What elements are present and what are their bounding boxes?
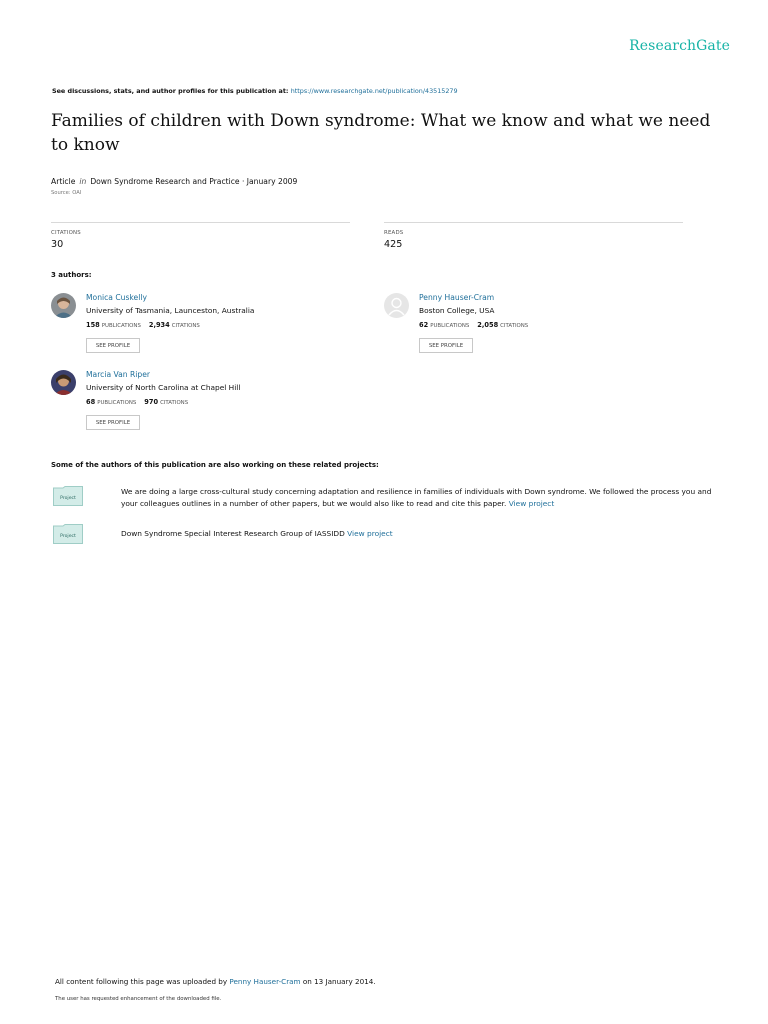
author-citations-label: CITATIONS [160, 400, 189, 406]
citations-label: CITATIONS [51, 230, 81, 236]
author-publications-label: PUBLICATIONS [430, 323, 470, 329]
author-institution: University of North Carolina at Chapel Hill [86, 383, 241, 392]
authors-heading: 3 authors: [51, 271, 92, 279]
article-title: Families of children with Down syndrome: What we know and what we need to know [51, 111, 711, 155]
project-icon-label: Project [60, 534, 76, 539]
project-icon-label: Project [60, 496, 76, 501]
reads-label: READS [384, 230, 404, 236]
author-photo-icon [51, 293, 76, 318]
folder-icon [53, 486, 83, 506]
upload-note [55, 977, 376, 986]
reads-divider [384, 222, 683, 223]
author-avatar[interactable] [51, 293, 76, 318]
author-card [384, 293, 704, 363]
author-publications-label: PUBLICATIONS [101, 323, 141, 329]
author-card [51, 370, 371, 440]
author-avatar[interactable] [384, 293, 409, 318]
author-institution: Boston College, USA [419, 306, 495, 315]
user-placeholder-icon [384, 293, 409, 318]
enhancement-note: The user has requested enhancement of the downloaded file. [55, 996, 222, 1002]
author-citations-count: 2,058 [477, 321, 499, 329]
project-description [121, 528, 721, 540]
journal-date: Down Syndrome Research and Practice · January 2009 [90, 177, 298, 186]
citations-count: 30 [51, 239, 64, 250]
author-publications-count: 158 [86, 321, 100, 329]
publication-link[interactable]: https://www.researchgate.net/publication/43515279 [290, 87, 458, 95]
article-in: in [79, 177, 87, 186]
uploader-link[interactable]: Penny Hauser-Cram [229, 977, 301, 986]
see-profile-button[interactable]: SEE PROFILE [419, 338, 473, 353]
see-profile-button[interactable]: SEE PROFILE [86, 415, 140, 430]
author-stats [86, 321, 208, 329]
project-icon[interactable] [53, 486, 83, 506]
author-name[interactable]: Marcia Van Riper [86, 370, 150, 379]
view-project-link[interactable]: View project [347, 529, 393, 538]
author-citations-count: 970 [144, 398, 159, 406]
author-stats [86, 398, 196, 406]
author-avatar[interactable] [51, 370, 76, 395]
author-citations-label: CITATIONS [171, 323, 200, 329]
author-card [51, 293, 371, 363]
project-text: Down Syndrome Special Interest Research Group of IASSIDD [121, 529, 345, 538]
author-publications-label: PUBLICATIONS [97, 400, 137, 406]
author-citations-label: CITATIONS [500, 323, 529, 329]
project-icon[interactable] [53, 524, 83, 544]
author-photo-icon [51, 370, 76, 395]
reads-count: 425 [384, 239, 403, 250]
article-type: Article [51, 177, 76, 186]
project-text: We are doing a large cross-cultural study concerning adaptation and resilience in families of individuals with Down syndrome. We followed the process you and your colleagues outlines in a number of other papers, but we would also like to read and cite this paper. [121, 487, 712, 508]
citations-divider [51, 222, 350, 223]
folder-icon [53, 524, 83, 544]
researchgate-logo[interactable]: ResearchGate [629, 38, 730, 54]
article-source: Source: OAI [51, 190, 82, 196]
author-institution: University of Tasmania, Launceston, Australia [86, 306, 255, 315]
view-project-link[interactable]: View project [508, 499, 555, 508]
discussion-text: See discussions, stats, and author profiles for this publication at: [52, 87, 291, 95]
discussion-line [52, 87, 458, 95]
see-profile-button[interactable]: SEE PROFILE [86, 338, 140, 353]
author-publications-count: 62 [419, 321, 429, 329]
author-stats [419, 321, 536, 329]
upload-prefix: All content following this page was uploaded by [55, 977, 230, 986]
related-projects-heading: Some of the authors of this publication are also working on these related projects: [51, 461, 379, 469]
author-name[interactable]: Monica Cuskelly [86, 293, 147, 302]
upload-suffix: on 13 January 2014. [300, 977, 376, 986]
article-meta [51, 177, 297, 186]
author-citations-count: 2,934 [148, 321, 170, 329]
project-description [121, 486, 721, 510]
author-publications-count: 68 [86, 398, 96, 406]
author-name[interactable]: Penny Hauser-Cram [419, 293, 495, 302]
